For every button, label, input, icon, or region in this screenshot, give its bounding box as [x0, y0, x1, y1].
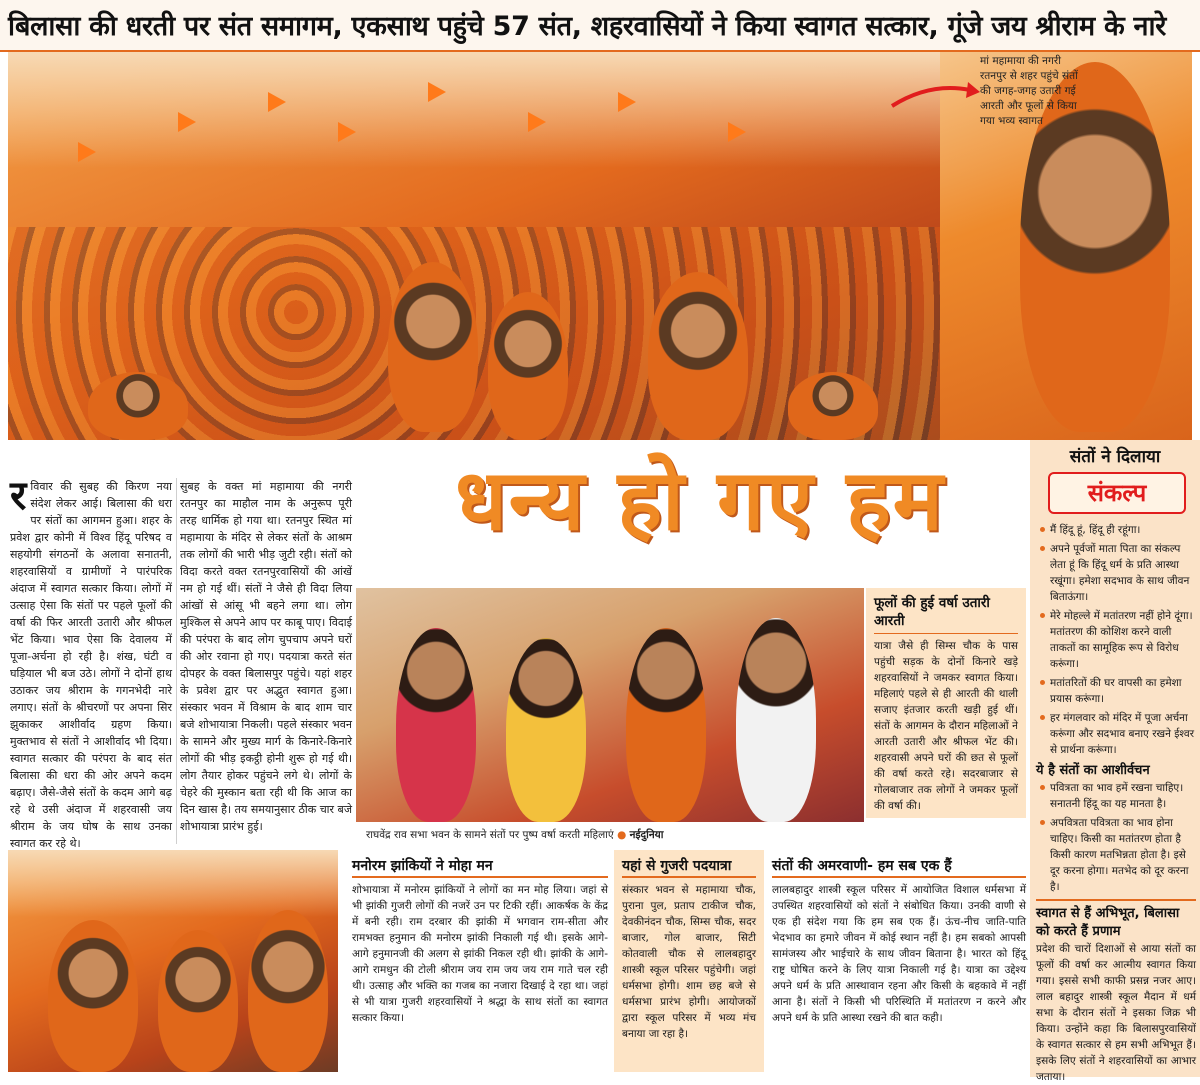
flower-shower-box	[866, 588, 1026, 818]
photo-credit: राघवेंद्र राव सभा भवन के सामने संतों पर पुष्प वर्षा करती महिलाएं ● नईदुनिया	[366, 829, 664, 841]
sidebar-body	[1036, 522, 1196, 1083]
hero-caption: मां महामाया की नगरी रतनपुर से शहर पहुंचे संतों की जगह-जगह उतारी गई आरती और फूलों से किया गया भव्य स्वागत	[980, 55, 1078, 127]
page-headline: बिलासा की धरती पर संत समागम, एकसाथ पहुंचे 57 संत, शहरवासियों ने किया स्वागत सत्कार, गूंजे जय श्रीराम के नारे	[8, 11, 1166, 42]
section-tableaux-title: मनोरम झांकियों ने मोहा मन	[352, 856, 608, 878]
hero-procession-photo	[8, 52, 968, 440]
article-col2-text: सुबह के वक्त मां महामाया की नगरी रतनपुर का माहौल नाम के अनुरूप पूरी तरह धार्मिक हो गया था। रतनपुर स्थित मां महामाया के मंदिर से लेकर संतों के आश्रम तक लोगों की भारी भीड़ जुटी रही। संतों को विदा करते वक्त रतनपुरवासियों की आंखें नम हो गई थीं। संतों ने जैसे ही विदा लिया आंखों से आंसू भी बहने लगा था। लोग मुश्किल से अपने आप पर काबू पाए। विदाई की परंपरा के बाद लोग चुपचाप अपने घरों की ओर रवाना हो गए। पदयात्रा करते संत दोपहर के वक्त बिलासपुर पहुंचे। यहां शहर के प्रवेश द्वार पर अद्भुत स्वागत हुआ। संस्कार भवन में विश्राम के बाद शाम चार बजे शोभायात्रा निकली। पहले संस्कार भवन के सामने और मुख्य मार्ग के किनारे-किनारे लोगों की भीड़ इकट्ठी होनी शुरू हो गई थी। लोग तैयार होकर पहुंचने लगे थे। लोगों के चेहरे की मुस्कान बता रही थी कि आज का दिन खास है। तय समयानुसार ठीक चार बजे शोभायात्रा प्रारंभ हुई।	[180, 480, 352, 833]
blessing-list	[1036, 780, 1196, 895]
flower-shower-text: यात्रा जैसे ही सिम्स चौक के पास पहुंची सड़क के दोनों किनारे खड़े शहरवासियों ने जमकर स्वागत किया। महिलाएं पहले से ही आरती की थाली सजाए इंतजार करती खड़ी हुई थीं। संतों के आगमन के दौरान महिलाओं ने आरती उतारी और श्रीफल भेंट की। शहरवासी अपने घरों की छत से फूलों की वर्षा करते रहे। सदरबाजार से गोलबाजार तक लोगों ने जमकर फूलों की वर्षा की।	[874, 640, 1018, 812]
pledge-item: मतांतरितों की घर वापसी का हमेशा प्रयास करूंगा।	[1050, 675, 1196, 707]
article-dropcap: र	[10, 473, 27, 519]
article-col1-text: विवार की सुबह की किरण नया संदेश लेकर आई। बिलासा की धरा पर संतों का आगमन हुआ। शहर के प्रवेश द्वार कोनी में विश्व हिंदू परिषद व सहयोगी संगठनों के अलावा सनातनी, शहरवासियों व ग्रामीणों ने पारंपरिक अंदाज में स्वागत सत्कार किया। लोगों में उत्साह ऐसा कि संतों पर पहले फूलों की वर्षा की फिर आरती उतारी और श्रीफल भेंट किया। भाव ऐसा कि देवालय में पूजा-अर्चना हो रही है। शंख, घंटी व घड़ियाल भी बज उठे। लोगों ने दोनों हाथ उठाकर जय श्रीराम के गगनभेदी नारे लगाए। संतों के श्रीचरणों पर अपना सिर झुकाकर आशीर्वाद ग्रहण किया। मुक्तभाव से संतों ने आशीर्वाद भी दिया। स्वागत सत्कार की परंपरा के बाद संत बिलासा की धरा की ओर अपने कदम बढ़ाए। जैसे-जैसे संतों के कदम आगे बढ़ रहे थे उसी अंदाज में शहरवासी जय श्रीराम के जय घोष के साथ उनका स्वागत कर रहे थे।	[10, 480, 172, 850]
blessing-item: पवित्रता का भाव हमें रखना चाहिए। सनातनी हिंदू का यह मानता है।	[1050, 780, 1196, 812]
section-route-title: यहां से गुजरी पदयात्रा	[622, 856, 756, 878]
pledge-item: मैं हिंदू हूं, हिंदू ही रहूंगा।	[1050, 522, 1196, 538]
section-amarvani	[772, 856, 1026, 1072]
photo-credit-source: नईदुनिया	[629, 829, 664, 841]
section-tableaux-text: शोभायात्रा में मनोरम झांकियों ने लोगों का मन मोह लिया। जहां से भी झांकी गुजरी लोगों की नजरें उन पर टिकी रहीं। आकर्षक के केंद्र में बनी रही। राम दरबार की झांकी में भगवान राम-सीता और रामभक्त हनुमान की मनोरम झांकी निकाली गई थी। इसके आगे-आगे हनुमानजी की अलग से झांकी निकल रही थी। झांकी के आगे-आगे रामधुन की टोली श्रीराम जय राम जय जय राम गाते चल रही थी। उत्साह और भक्ति का गजब का नजारा दिखाई दे रहा था। जहां से भी यात्रा गुजरी शहरवासियों ने श्रद्धा के साथ संतों का स्वागत सत्कार किया।	[352, 884, 608, 1024]
section-route	[614, 850, 764, 1072]
welcome-title: स्वागत से हैं अभिभूत, बिलासा को करते हैं प्रणाम	[1036, 906, 1180, 939]
section-amarvani-text: लालबहादुर शास्त्री स्कूल परिसर में आयोजित विशाल धर्मसभा में उपस्थित शहरवासियों को संतों ने संबोधित किया। उनकी वाणी से एक ही संदेश गया कि हम सब एक हैं। ऊंच-नीच जाति-पाति भेदभाव का हमारे जीवन में कोई स्थान नहीं है। हम सबको आपसी सामंजस्य और भाईचारे के साथ जीवन बिताना है। भारत को हिंदू राष्ट्र घोषित करने के लिए यात्रा निकाली गई है। यात्रा का उद्देश्य अपने धर्म के प्रति आस्थावान रहना और किसी के बहकावे में नहीं आना है। संतों ने किसी भी परिस्थिति में मतांतरण न करने और अपने धर्म के प्रति आस्था रखने की बात कही।	[772, 884, 1026, 1024]
sidebar-kicker: संतों ने दिलाया	[1069, 447, 1161, 467]
blessing-item: अपवित्रता पवित्रता का भाव होना चाहिए। किसी का मतांतरण होता है किसी कारण मतभिन्नता होता है। इसे दूर करना होगा। मतभेद को दूर करना है।	[1050, 815, 1196, 895]
pledge-list	[1036, 522, 1196, 758]
section-route-text: संस्कार भवन से महामाया चौक, पुराना पुल, प्रताप टाकीज चौक, देवकीनंदन चौक, सिम्स चौक, सदर बाजार, गोल बाजार, सिटी कोतवाली चौक से लालबहादुर शास्त्री स्कूल परिसर पहुंचेगी। जहां धर्मसभा होगी। शाम छह बजे से धर्मसभा प्रारंभ होगी। आयोजकों द्वारा स्कूल परिसर में भव्य मंच बनाया जा रहा है।	[622, 884, 756, 1040]
article-column-2	[180, 478, 352, 844]
section-tableaux	[352, 856, 608, 1072]
photo-credit-caption: राघवेंद्र राव सभा भवन के सामने संतों पर पुष्प वर्षा करती महिलाएं	[366, 829, 614, 841]
caption-arrow-icon	[890, 80, 980, 110]
blessing-title: ये है संतों का आशीर्वचन	[1036, 763, 1150, 778]
section-amarvani-title: संतों की अमरवाणी- हम सब एक हैं	[772, 856, 1026, 878]
flower-shower-title: फूलों की हुई वर्षा उतारी आरती	[874, 594, 1018, 634]
pledge-item: अपने पूर्वजों माता पिता का संकल्प लेता हूं कि हिंदू धर्म के प्रति आस्था रखूंगा। हमेशा सदभाव के साथ जीवन बिताऊंगा।	[1050, 541, 1196, 605]
article-column-1	[10, 473, 172, 850]
welcome-text: प्रदेश की चारों दिशाओं से आया संतों का फूलों की वर्षा कर आत्मीय स्वागत किया गया। इससे सभी काफी प्रसन्न नजर आए। लाल बहादुर शास्त्री स्कूल मैदान में धर्म सभा के दौरान संतों ने इसका जिक्र भी किया। उन्होंने कहा कि बिलासपुरवासियों के स्वागत सत्कार से हम सभी अभिभूत हैं। इसके लिए संतों ने शहरवासियों का आभार जताया।	[1036, 943, 1196, 1083]
procession-saints-photo	[8, 850, 338, 1072]
pledge-item: हर मंगलवार को मंदिर में पूजा अर्चना करूंगा और सदभाव बनाए रखने ईश्वर से प्रार्थना करूंगा।	[1050, 712, 1195, 756]
women-welcome-photo	[356, 588, 864, 822]
feature-title: धन्य हो गए हम	[455, 451, 945, 549]
column-divider	[176, 478, 177, 844]
sidebar-title: संकल्प	[1048, 472, 1186, 514]
pledge-item: मेरे मोहल्ले में मतांतरण नहीं होने दूंगा। मतांतरण की कोशिश करने वाली ताकतों का सामूहिक रूप से विरोध करूंगा।	[1050, 608, 1196, 672]
